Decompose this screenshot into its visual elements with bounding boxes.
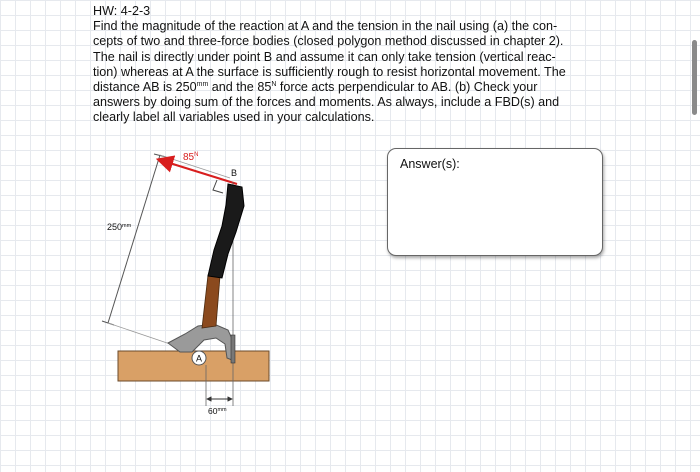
dist-unit: mm <box>196 80 209 88</box>
problem-line-3: The nail is directly under point B and assume it can only take tension (vertical reac- <box>93 49 556 64</box>
nail <box>231 335 235 363</box>
problem-line-1: Find the magnitude of the reaction at A and the tension in the nail using (a) the con- <box>93 19 558 34</box>
problem-line-7: clearly label all variables used in your calculations. <box>93 110 375 125</box>
line5-end: force acts perpendicular to AB. (b) Check your <box>276 80 538 95</box>
line5-mid: and the 85 <box>208 80 272 95</box>
right-angle-marker <box>213 180 223 193</box>
answer-label: Answer(s): <box>400 157 460 171</box>
problem-line-6: answers by doing sum of the forces and moments. As always, include a FBD(s) and <box>93 95 560 110</box>
dim-60-label: $60^{mm}$ <box>208 406 227 416</box>
force-label: $85^N$ <box>183 152 199 163</box>
handle-grip <box>208 184 244 278</box>
problem-line-2: cepts of two and three-force bodies (closed polygon method discussed in chapter 2). <box>93 34 564 49</box>
label-a: A <box>196 353 203 364</box>
problem-title: HW: 4-2-3 <box>93 4 151 18</box>
handle-wood <box>202 275 220 328</box>
line5-start: distance AB is 250 <box>93 80 197 95</box>
force-unit: N <box>271 80 277 88</box>
answer-box[interactable] <box>387 148 603 256</box>
dim-ab-label: $250^{mm}$ <box>107 222 132 232</box>
label-b: B <box>231 168 238 178</box>
vertical-scrollbar[interactable] <box>692 40 697 115</box>
problem-line-4: tion) whereas at A the surface is sufficiently rough to resist horizontal movement. The <box>93 64 566 79</box>
force-arrow <box>160 160 237 184</box>
